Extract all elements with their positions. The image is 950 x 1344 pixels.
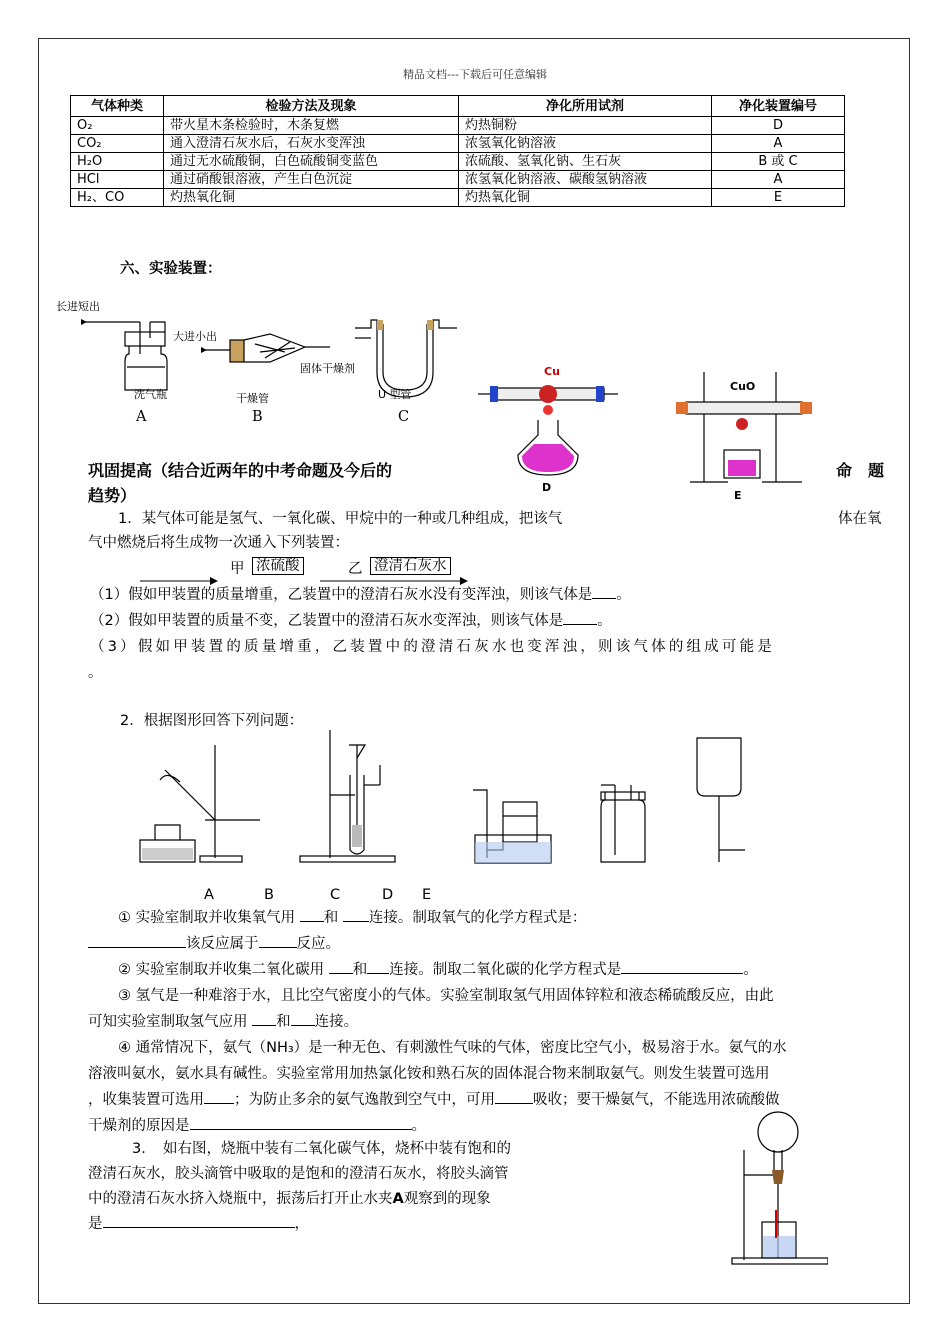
q2-blank-10[interactable]: [204, 1089, 234, 1104]
q1-jia-box: [252, 556, 304, 576]
q2-s3a: ③ 氢气是一种难溶于水，且比空气密度小的气体。实验室制取氢气用固体锌粒和液态稀硫酸反应，由此: [118, 988, 774, 1004]
table-cell: 浓硫酸、氢氧化钠、生石灰: [459, 153, 712, 171]
table-cell: E: [712, 189, 845, 207]
q2-label-b: B: [264, 887, 274, 903]
table-row: [71, 189, 845, 207]
table-header: 气体种类: [71, 96, 164, 117]
q2-s3c: 和: [276, 1014, 291, 1030]
q2-s2c: 连接。制取二氧化碳的化学方程式是: [389, 962, 622, 978]
q3-l4a: 是: [88, 1216, 103, 1232]
q2-blank-11[interactable]: [495, 1089, 533, 1104]
q2-apparatus-figure: [135, 730, 755, 870]
q2-s4-line3: [88, 1087, 780, 1113]
q2-stem: 2．根据图形回答下列问题：: [120, 713, 304, 729]
table-cell: 灼热氧化铜: [459, 189, 712, 207]
q1-yi-box: [370, 556, 451, 576]
q2-blank-9[interactable]: [291, 1011, 315, 1026]
q2-s2: [118, 957, 758, 983]
q1-part3-end: 。: [88, 665, 103, 681]
q1-stem-a: 1．某气体可能是氢气、一氧化碳、甲烷中的一种或几种组成，把该气: [118, 511, 563, 527]
q1-part3: （3）假如甲装置的质量增重，乙装置中的澄清石灰水也变浑浊，则该气体的组成可能是: [90, 639, 776, 655]
q2-label-d: D: [382, 887, 394, 903]
label-wash-bottle: 洗气瓶: [134, 388, 167, 401]
table-cell: 带火星木条检验时，木条复燃: [164, 117, 459, 135]
table-cell: HCl: [71, 171, 164, 189]
table-header-row: [71, 96, 845, 117]
gas-table: [70, 95, 845, 207]
q2-s4c: ，收集装置可选用: [88, 1092, 204, 1108]
table-cell: CO₂: [71, 135, 164, 153]
q3-l1: 3． 如右图，烧瓶中装有二氧化碳气体，烧杯中装有饱和的: [132, 1141, 511, 1157]
q2-s4e: 吸收；要干燥氨气，不能选用浓硫酸做: [533, 1092, 780, 1108]
consolidate-title-c: 趋势）: [88, 486, 137, 505]
q2-blank-6[interactable]: [367, 959, 389, 974]
q2-s4a: ④ 通常情况下，氨气（NH₃）是一种无色、有刺激性气味的气体，密度比空气小，极易溶于水。氨气的水: [118, 1040, 787, 1056]
table-header: 净化所用试剂: [459, 96, 712, 117]
apparatus-d-figure: [478, 360, 618, 485]
label-big-in: 大进小出: [173, 330, 217, 343]
table-cell: 灼热铜粉: [459, 117, 712, 135]
q2-s1d: 该反应属于: [186, 936, 259, 952]
q2-s3d: 连接。: [314, 1014, 359, 1030]
table-cell: 浓氢氧化钠溶液、碳酸氢钠溶液: [459, 171, 712, 189]
q1-answer-blank-2[interactable]: [563, 610, 597, 625]
label-solid-desiccant: 固体干燥剂: [300, 362, 355, 375]
table-cell: 通入澄清石灰水后，石灰水变浑浊: [164, 135, 459, 153]
label-apparatus-c: C: [398, 409, 410, 425]
table-row: [71, 171, 845, 189]
table-cell: H₂O: [71, 153, 164, 171]
consolidate-title-b: 命 题: [836, 461, 885, 480]
q3-l2: 澄清石灰水，胶头滴管中吸取的是饱和的澄清石灰水，将胶头滴管: [88, 1166, 509, 1182]
apparatus-abc-figure: [55, 292, 475, 427]
q1-part1-end: 。: [616, 587, 631, 603]
q2-s4d: ；为防止多余的氨气逸散到空气中，可用: [234, 1092, 495, 1108]
table-cell: 灼热氧化铜: [164, 189, 459, 207]
q2-s4f: 干燥剂的原因是: [88, 1118, 190, 1134]
table-cell: A: [712, 135, 845, 153]
table-cell: D: [712, 117, 845, 135]
table-header: 检验方法及现象: [164, 96, 459, 117]
q2-s1a: ① 实验室制取并收集氧气用: [118, 910, 296, 926]
label-cu: Cu: [544, 365, 560, 378]
table-row: [71, 135, 845, 153]
q3-blank-1[interactable]: [103, 1213, 295, 1228]
q2-s3-line2: [88, 1009, 358, 1035]
q3-l4: [88, 1211, 309, 1237]
q1-stem-b: 体在氧: [838, 511, 882, 527]
table-cell: H₂、CO: [71, 189, 164, 207]
q2-s4b: 溶液叫氨水，氨水具有碱性。实验室常用加热氯化铵和熟石灰的固体混合物来制取氨气。则发生装置可选用: [88, 1066, 770, 1082]
q2-s1b: 和: [323, 910, 339, 926]
label-apparatus-a: A: [136, 409, 147, 425]
q2-s2a: ② 实验室制取并收集二氧化碳用: [118, 962, 325, 978]
table-header: 净化装置编号: [712, 96, 845, 117]
q2-blank-8[interactable]: [252, 1011, 276, 1026]
table-cell: B 或 C: [712, 153, 845, 171]
q2-s2b: 和: [352, 962, 368, 978]
label-apparatus-d: D: [542, 481, 552, 494]
q1-stem-c: 气中燃烧后将生成物一次通入下列装置：: [88, 535, 349, 551]
q1-part2-text: （2）假如甲装置的质量不变，乙装置中的澄清石灰水变浑浊，则该气体是: [90, 613, 564, 629]
table-cell: A: [712, 171, 845, 189]
q2-label-c: C: [330, 887, 341, 903]
table-cell: O₂: [71, 117, 164, 135]
q2-s1e: 反应。: [296, 936, 340, 952]
label-cuo: CuO: [730, 380, 756, 393]
q2-label-a: A: [204, 887, 214, 903]
q2-blank-5[interactable]: [329, 959, 353, 974]
q2-blank-3[interactable]: [88, 933, 186, 948]
q2-blank-2[interactable]: [343, 907, 369, 922]
label-u-tube: U 型管: [378, 388, 412, 401]
table-row: [71, 153, 845, 171]
page-header: 精品文档---下载后可任意编辑: [403, 68, 547, 81]
table-cell: 通过硝酸银溶液，产生白色沉淀: [164, 171, 459, 189]
q1-part2: [90, 608, 612, 634]
label-apparatus-b: B: [252, 409, 263, 425]
q2-label-e: E: [422, 887, 432, 903]
q3-flask-figure: [728, 1110, 828, 1270]
label-drying-tube: 干燥管: [236, 392, 269, 405]
q1-answer-blank-1[interactable]: [592, 584, 616, 599]
q2-s3b: 可知实验室制取氢气应用: [88, 1014, 248, 1030]
q2-blank-4[interactable]: [259, 933, 297, 948]
q2-s4g: 。: [411, 1118, 426, 1134]
q1-yi: 乙: [348, 561, 363, 577]
q2-s1c: 连接。制取氧气的化学方程式是：: [368, 910, 587, 926]
q2-s1-line1: [118, 905, 586, 931]
table-cell: 浓氢氧化钠溶液: [459, 135, 712, 153]
q3-l3: [88, 1186, 491, 1212]
q1-yi-box-text: 澄清石灰水: [370, 557, 451, 575]
q3-l3a: 中的澄清石灰水挤入烧瓶中，振荡后打开止水夹: [88, 1191, 393, 1207]
q2-blank-7[interactable]: [621, 959, 743, 974]
q2-s2d: 。: [743, 962, 758, 978]
q1-part2-end: 。: [597, 613, 612, 629]
consolidate-title-a: 巩固提高（结合近两年的中考命题及今后的: [88, 461, 393, 480]
section6-title: 六、实验装置：: [120, 261, 222, 277]
q1-part1-text: （1）假如甲装置的质量增重，乙装置中的澄清石灰水没有变浑浊，则该气体是: [90, 587, 593, 603]
label-long-in: 长进短出: [56, 300, 100, 313]
q3-l4b: ，: [294, 1216, 309, 1232]
label-apparatus-e: E: [734, 489, 742, 502]
q1-part1: [90, 582, 631, 608]
q3-l3b: A: [392, 1191, 404, 1207]
table-row: [71, 117, 845, 135]
q1-jia-box-text: 浓硫酸: [252, 557, 304, 575]
q2-blank-1[interactable]: [300, 907, 324, 922]
table-cell: 通过无水硫酸铜，白色硫酸铜变蓝色: [164, 153, 459, 171]
q3-l3c: 观察到的现象: [403, 1191, 491, 1207]
q2-blank-12[interactable]: [190, 1115, 412, 1130]
q1-jia: 甲: [230, 561, 245, 577]
q2-s1-line2: [88, 931, 340, 957]
